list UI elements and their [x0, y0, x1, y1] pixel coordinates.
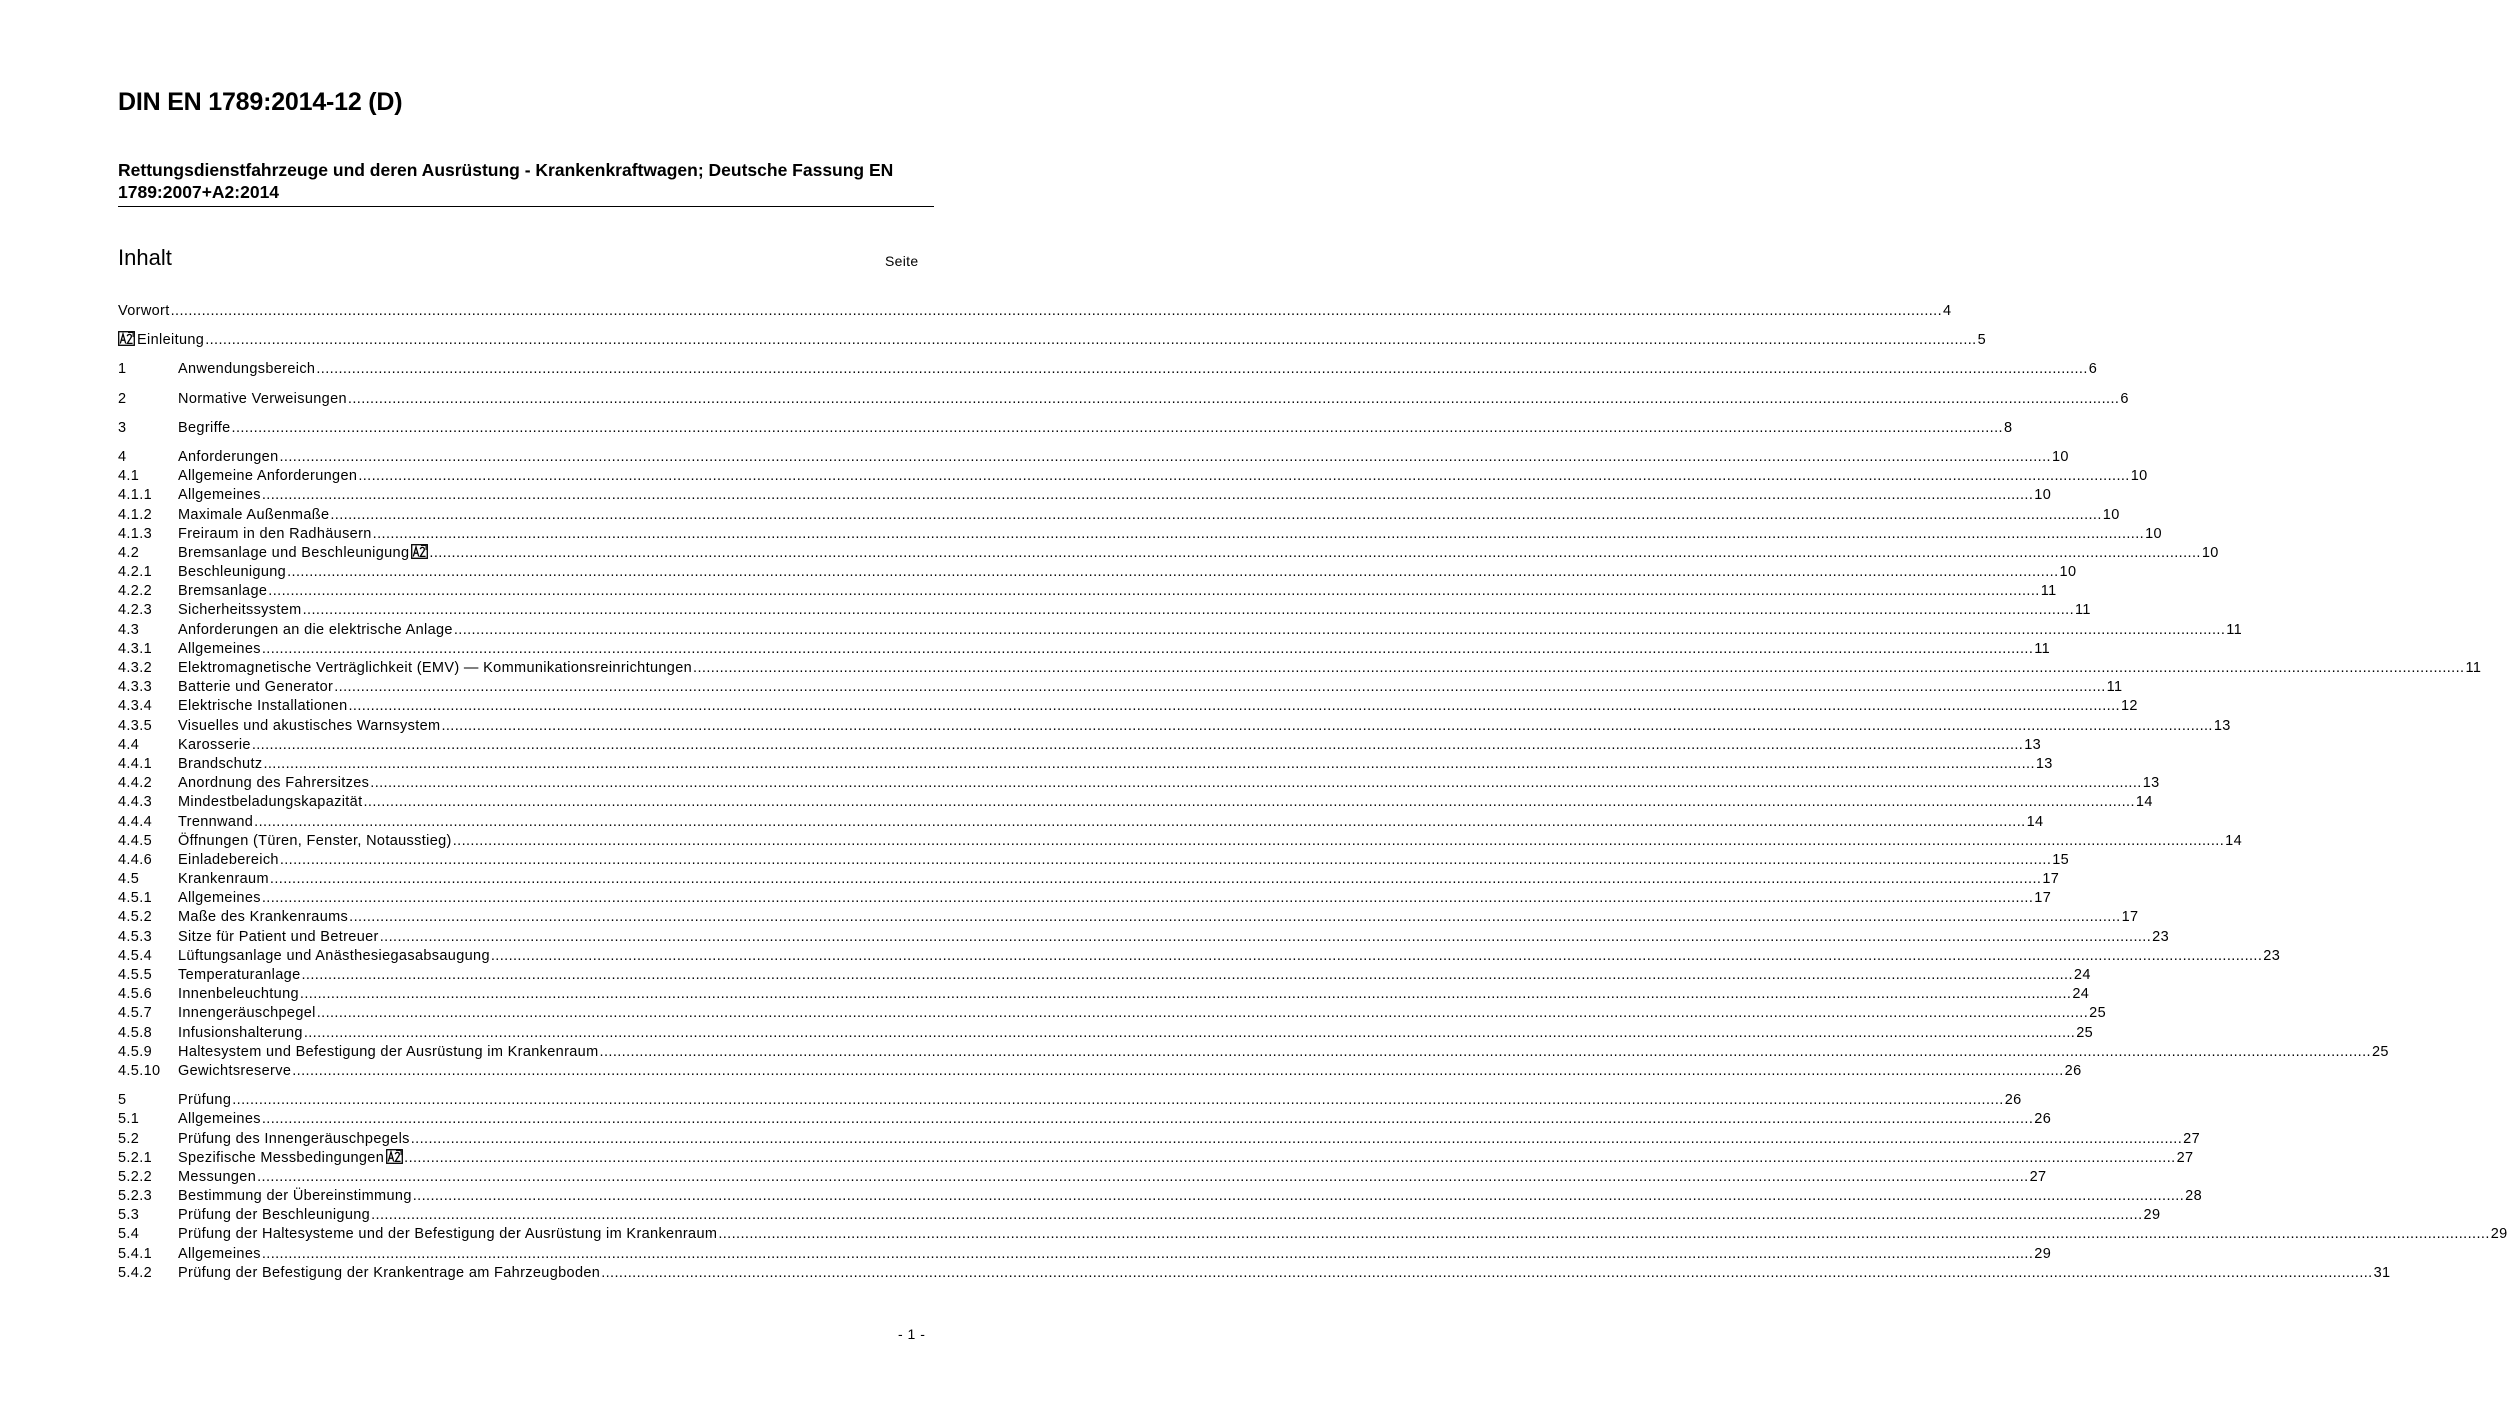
toc-entry-title: [178, 697, 348, 716]
toc-entry-number: 4.4.5: [118, 832, 152, 849]
toc-entry-page: 29: [2490, 1226, 2508, 1243]
toc-entry-page: 11: [2465, 660, 2482, 676]
toc-entry-title-text: Einladebereich: [178, 851, 279, 868]
dot-leader: ................................................................................................................................................................................................................................................................................................................................................................................................................: [718, 1226, 2490, 1243]
dot-leader: ................................................................................................................................................................................................................................................................................................................................................................................................................: [370, 775, 2142, 792]
toc-entry-page: 13: [2035, 755, 2053, 772]
dot-leader: ................................................................................................................................................................................................................................................................................................................................................................................................................: [287, 564, 2059, 581]
toc-entry[interactable]: [118, 302, 1952, 321]
toc-entry-number: 4.5.6: [118, 986, 152, 1003]
dot-leader: ................................................................................................................................................................................................................................................................................................................................................................................................................: [358, 468, 2130, 485]
toc-page-column-label: Seite: [885, 253, 919, 269]
toc-entry[interactable]: [118, 640, 2051, 659]
document-subtitle: Rettungsdienstfahrzeuge und deren Ausrüstung - Krankenkraftwagen; Deutsche Fassung EN 1789:2007+A2:2014: [118, 160, 894, 202]
toc-entry[interactable]: [118, 985, 2090, 1004]
toc-entry[interactable]: [118, 1187, 2203, 1206]
toc-entry-title: [178, 448, 279, 467]
dot-leader: ................................................................................................................................................................................................................................................................................................................................................................................................................: [316, 361, 2088, 378]
table-of-contents: [118, 302, 2508, 1283]
toc-entry-page: 17: [2121, 909, 2139, 926]
amendment-a2-end-icon: [411, 544, 428, 559]
toc-entry[interactable]: [118, 544, 2219, 563]
toc-entry-title: [178, 1130, 410, 1149]
toc-entry-page: 14: [2135, 794, 2153, 811]
toc-entry-title: [178, 1206, 370, 1225]
toc-entry-title: [178, 544, 428, 563]
toc-entry[interactable]: [118, 1043, 2389, 1062]
toc-entry-page: 10: [2102, 506, 2120, 523]
toc-entry-title-text: Maximale Außenmaße: [178, 506, 330, 523]
toc-entry-number: 5: [118, 1092, 127, 1109]
toc-entry-title-text: Prüfung der Befestigung der Krankentrage am Fahrzeugboden: [178, 1264, 601, 1281]
toc-entry-page: 11: [2040, 583, 2057, 600]
dot-leader: ................................................................................................................................................................................................................................................................................................................................................................................................................: [601, 1264, 2373, 1281]
toc-entry-title-text: Anordnung des Fahrersitzes: [178, 775, 370, 792]
toc-entry-title: [178, 1225, 717, 1244]
toc-entry-title-text: Bestimmung der Übereinstimmung: [178, 1188, 412, 1205]
toc-entry-number: 3: [118, 419, 127, 436]
toc-entry-title: [178, 390, 347, 409]
dot-leader: ................................................................................................................................................................................................................................................................................................................................................................................................................: [170, 303, 1943, 319]
toc-entry-page: 24: [2072, 986, 2090, 1003]
toc-entry-page: 29: [2034, 1245, 2052, 1262]
toc-entry-title: [118, 302, 170, 321]
toc-entry-title: [178, 525, 372, 544]
toc-entry-title-text: Allgemeines: [178, 640, 261, 657]
toc-entry-page: 10: [2201, 544, 2219, 561]
toc-entry-number: 4.5.10: [118, 1062, 161, 1079]
toc-entry-number: 4.4.4: [118, 813, 152, 830]
toc-entry-number: 4.5.5: [118, 967, 152, 983]
toc-entry-title-text: Innengeräuschpegel: [178, 1005, 316, 1022]
toc-entry-title: [178, 1043, 599, 1062]
toc-entry-title: [178, 774, 369, 793]
toc-entry-title: [178, 419, 231, 438]
toc-entry-title-text: Trennwand: [178, 813, 254, 830]
toc-entry-title-text: Prüfung des Innengeräuschpegels: [178, 1130, 410, 1147]
toc-entry-title-text: Messungen: [178, 1168, 257, 1185]
toc-entry-page: 27: [2029, 1168, 2047, 1185]
dot-leader: ................................................................................................................................................................................................................................................................................................................................................................................................................: [316, 1005, 2089, 1022]
dot-leader: ................................................................................................................................................................................................................................................................................................................................................................................................................: [292, 1062, 2064, 1079]
toc-entry[interactable]: [118, 525, 2162, 544]
dot-leader: ................................................................................................................................................................................................................................................................................................................................................................................................................: [334, 679, 2106, 696]
toc-entry[interactable]: [118, 966, 2091, 985]
toc-entry-number: 5.4: [118, 1226, 140, 1243]
dot-leader: ................................................................................................................................................................................................................................................................................................................................................................................................................: [347, 390, 2120, 407]
toc-entry-page: 23: [2152, 928, 2170, 945]
toc-entry-title-text: Sicherheitssystem: [178, 602, 302, 619]
toc-entry-page: 31: [2373, 1264, 2391, 1281]
toc-entry-page: 28: [2185, 1188, 2203, 1205]
toc-entry-title-text: Allgemeines: [178, 890, 261, 907]
toc-entry[interactable]: [118, 928, 2170, 947]
toc-entry-page: 24: [2073, 967, 2091, 983]
toc-entry-number: 5.1: [118, 1111, 140, 1128]
toc-entry-number: 5.4.2: [118, 1264, 152, 1281]
toc-entry-page: 15: [2052, 851, 2070, 868]
dot-leader: ................................................................................................................................................................................................................................................................................................................................................................................................................: [268, 583, 2040, 600]
dot-leader: ................................................................................................................................................................................................................................................................................................................................................................................................................: [261, 1111, 2034, 1128]
dot-leader: ................................................................................................................................................................................................................................................................................................................................................................................................................: [490, 947, 2263, 964]
toc-entry-page: 10: [2034, 487, 2052, 504]
toc-entry-title-text: Allgemeines: [178, 487, 261, 504]
document-id: DIN EN 1789:2014-12 (D): [118, 88, 403, 116]
toc-entry-title-text: Vorwort: [118, 303, 170, 319]
dot-leader: ................................................................................................................................................................................................................................................................................................................................................................................................................: [303, 1024, 2076, 1041]
toc-entry-page: 25: [2371, 1043, 2389, 1060]
toc-entry-title-text: Temperaturanlage: [178, 967, 301, 983]
toc-entry-number: 4.1: [118, 468, 140, 485]
toc-entry-number: 4.1.1: [118, 487, 152, 504]
dot-leader: ................................................................................................................................................................................................................................................................................................................................................................................................................: [279, 448, 2051, 465]
toc-entry-page: 10: [2130, 468, 2148, 485]
toc-entry-title: [178, 582, 267, 601]
toc-entry[interactable]: [118, 390, 2129, 409]
toc-entry-title: [178, 870, 269, 889]
toc-entry-page: 5: [1977, 332, 1987, 349]
dot-leader: ................................................................................................................................................................................................................................................................................................................................................................................................................: [410, 1130, 2183, 1147]
dot-leader: ................................................................................................................................................................................................................................................................................................................................................................................................................: [349, 909, 2121, 926]
toc-entry[interactable]: [118, 1264, 2391, 1283]
toc-entry-title-text: Anwendungsbereich: [178, 361, 316, 378]
toc-entry-page: 11: [2106, 679, 2123, 696]
toc-entry[interactable]: [118, 697, 2138, 716]
toc-entry-number: 4.1.2: [118, 506, 152, 523]
toc-entry-number: 4.2.1: [118, 564, 152, 581]
toc-entry-title-text: Infusionshalterung: [178, 1024, 303, 1041]
toc-entry-title: [178, 985, 299, 1004]
toc-entry[interactable]: [118, 736, 2042, 755]
toc-entry-title-text: Anforderungen: [178, 448, 279, 465]
toc-entry-title-text: Elektromagnetische Verträglichkeit (EMV) — Kommunikationsreinrichtungen: [178, 660, 693, 676]
toc-entry[interactable]: [118, 1225, 2508, 1244]
toc-entry-page: 26: [2034, 1111, 2052, 1128]
toc-entry-page: 13: [2024, 736, 2042, 753]
toc-entry[interactable]: [118, 774, 2160, 793]
dot-leader: ................................................................................................................................................................................................................................................................................................................................................................................................................: [261, 640, 2034, 657]
toc-entry-title: [178, 1264, 600, 1283]
toc-entry-title: [178, 736, 251, 755]
toc-entry-page: 14: [2026, 813, 2044, 830]
toc-entry-title: [178, 360, 315, 379]
toc-entry-page: 6: [2120, 390, 2129, 407]
toc-entry-number: 2: [118, 390, 127, 407]
toc-entry[interactable]: [118, 1206, 2161, 1225]
toc-entry-number: 5.2.1: [118, 1149, 152, 1166]
toc-entry-number: 4.5.1: [118, 890, 152, 907]
toc-entry-number: 4.5.9: [118, 1043, 152, 1060]
dot-leader: ................................................................................................................................................................................................................................................................................................................................................................................................................: [299, 986, 2072, 1003]
toc-entry-title-text: Prüfung der Haltesysteme und der Befestigung der Ausrüstung im Krankenraum: [178, 1226, 718, 1243]
toc-entry[interactable]: [118, 947, 2281, 966]
toc-entry-title: [178, 1245, 261, 1264]
toc-entry-number: 4.5.4: [118, 947, 152, 964]
toc-entry[interactable]: [118, 678, 2123, 697]
toc-entry-title: [178, 659, 692, 678]
toc-entry[interactable]: [118, 621, 2243, 640]
toc-entry-number: 4.2.2: [118, 583, 152, 600]
toc-entry[interactable]: [118, 563, 2077, 582]
toc-entry[interactable]: [118, 793, 2153, 812]
toc-entry-title: [178, 1062, 291, 1081]
toc-entry-number: 4.4.6: [118, 851, 152, 868]
toc-entry-number: 5.2.3: [118, 1188, 152, 1205]
toc-entry-title-text: Spezifische Messbedingungen: [178, 1149, 385, 1166]
toc-entry[interactable]: [118, 1168, 2047, 1187]
toc-entry[interactable]: [118, 755, 2053, 774]
dot-leader: ................................................................................................................................................................................................................................................................................................................................................................................................................: [302, 602, 2075, 619]
toc-entry[interactable]: [118, 486, 2052, 505]
toc-entry[interactable]: [118, 1091, 2022, 1110]
toc-entry-title: [178, 851, 279, 870]
toc-entry-title-text: Prüfung der Beschleunigung: [178, 1207, 371, 1224]
dot-leader: ................................................................................................................................................................................................................................................................................................................................................................................................................: [453, 621, 2226, 638]
toc-entry-page: 6: [2088, 361, 2098, 378]
toc-entry-title-text: Krankenraum: [178, 871, 269, 888]
dot-leader: ................................................................................................................................................................................................................................................................................................................................................................................................................: [429, 544, 2201, 561]
toc-entry-title: [178, 1024, 303, 1043]
dot-leader: ................................................................................................................................................................................................................................................................................................................................................................................................................: [363, 794, 2135, 811]
toc-entry[interactable]: [118, 1024, 2094, 1043]
toc-entry[interactable]: [118, 1149, 2194, 1168]
dot-leader: ................................................................................................................................................................................................................................................................................................................................................................................................................: [251, 736, 2024, 753]
toc-entry-page: 8: [2003, 419, 2013, 436]
toc-entry-title-text: Maße des Krankenraums: [178, 909, 349, 926]
dot-leader: ................................................................................................................................................................................................................................................................................................................................................................................................................: [371, 1207, 2143, 1224]
toc-entry-title: [178, 1149, 403, 1168]
dot-leader: ................................................................................................................................................................................................................................................................................................................................................................................................................: [404, 1149, 2176, 1166]
dot-leader: ................................................................................................................................................................................................................................................................................................................................................................................................................: [269, 871, 2042, 888]
toc-entry-number: 4.3.3: [118, 679, 152, 696]
toc-entry-number: 4.5.8: [118, 1024, 152, 1041]
toc-entry[interactable]: [118, 870, 2060, 889]
toc-entry-number: 4.4.1: [118, 755, 152, 772]
toc-entry-page: 13: [2213, 717, 2231, 734]
toc-entry-title: [178, 793, 362, 812]
toc-entry-title-text: Allgemeine Anforderungen: [178, 468, 358, 485]
toc-entry-title: [178, 1110, 261, 1129]
toc-entry-number: 4.2: [118, 544, 140, 561]
dot-leader: ................................................................................................................................................................................................................................................................................................................................................................................................................: [279, 851, 2052, 868]
toc-entry-page: 10: [2145, 525, 2162, 542]
toc-entry[interactable]: [118, 659, 2482, 678]
dot-leader: ................................................................................................................................................................................................................................................................................................................................................................................................................: [263, 755, 2035, 772]
dot-leader: ................................................................................................................................................................................................................................................................................................................................................................................................................: [452, 832, 2225, 849]
toc-entry-page: 11: [2034, 640, 2051, 657]
toc-entry-number: 4.5: [118, 871, 140, 888]
toc-entry-page: 17: [2034, 890, 2052, 907]
toc-entry-title: [178, 678, 333, 697]
toc-entry-title: [118, 331, 204, 350]
toc-entry[interactable]: [118, 448, 2069, 467]
toc-entry-title: [178, 889, 261, 908]
dot-leader: ................................................................................................................................................................................................................................................................................................................................................................................................................: [372, 525, 2145, 542]
toc-entry-number: 4.3.1: [118, 640, 152, 657]
toc-entry-title-text: Bremsanlage: [178, 583, 268, 600]
toc-entry[interactable]: [118, 582, 2057, 601]
toc-entry-title-text: Haltesystem und Befestigung der Ausrüstung im Krankenraum: [178, 1043, 599, 1060]
toc-entry-title: [178, 717, 440, 736]
toc-entry-title: [178, 1187, 412, 1206]
toc-entry-title: [178, 486, 261, 505]
toc-entry-title-text: Lüftungsanlage und Anästhesiegasabsaugung: [178, 947, 490, 964]
toc-entry-page: 13: [2142, 775, 2160, 792]
toc-entry-title: [178, 563, 286, 582]
toc-entry-page: 26: [2064, 1062, 2082, 1079]
toc-entry[interactable]: [118, 1004, 2106, 1023]
toc-entry-number: 4.1.3: [118, 525, 152, 542]
toc-entry[interactable]: [118, 1110, 2052, 1129]
dot-leader: ................................................................................................................................................................................................................................................................................................................................................................................................................: [254, 813, 2026, 830]
toc-entry-title-text: Mindestbeladungskapazität: [178, 794, 363, 811]
toc-entry-title-text: Innenbeleuchtung: [178, 986, 299, 1003]
dot-leader: ................................................................................................................................................................................................................................................................................................................................................................................................................: [330, 506, 2102, 523]
dot-leader: ................................................................................................................................................................................................................................................................................................................................................................................................................: [379, 928, 2152, 945]
dot-leader: ................................................................................................................................................................................................................................................................................................................................................................................................................: [301, 967, 2073, 983]
toc-entry-number: 4: [118, 448, 127, 465]
toc-entry-number: 4.3.2: [118, 660, 152, 676]
toc-entry-number: 4.3: [118, 621, 140, 638]
toc-heading: Inhalt: [118, 245, 172, 270]
toc-entry-page: 10: [2051, 448, 2069, 465]
dot-leader: ................................................................................................................................................................................................................................................................................................................................................................................................................: [261, 487, 2034, 504]
toc-entry[interactable]: [118, 813, 2044, 832]
toc-entry-title-text: Einleitung: [137, 332, 205, 349]
toc-entry-page: 4: [1943, 303, 1952, 319]
toc-entry-title: [178, 947, 490, 966]
toc-entry-title: [178, 755, 262, 774]
toc-entry-page: 25: [2089, 1005, 2106, 1022]
toc-entry-title-text: Sitze für Patient und Betreuer: [178, 928, 379, 945]
toc-entry-page: 29: [2143, 1207, 2161, 1224]
toc-entry[interactable]: [118, 889, 2052, 908]
toc-entry-page: 25: [2076, 1024, 2094, 1041]
toc-entry-title: [178, 1004, 316, 1023]
toc-entry-page: 11: [2226, 621, 2243, 638]
dot-leader: ................................................................................................................................................................................................................................................................................................................................................................................................................: [261, 890, 2034, 907]
toc-entry[interactable]: [118, 908, 2139, 927]
toc-entry[interactable]: [118, 467, 2148, 486]
toc-entry-title: [178, 908, 348, 927]
toc-entry-title-text: Begriffe: [178, 419, 231, 436]
toc-entry[interactable]: [118, 601, 2091, 620]
toc-entry-title-text: Bremsanlage und Beschleunigung: [178, 544, 410, 561]
toc-entry-title-text: Öffnungen (Türen, Fenster, Notausstieg): [178, 832, 452, 849]
toc-entry-title-text: Batterie und Generator: [178, 679, 334, 696]
toc-entry-title: [178, 1091, 231, 1110]
toc-entry-number: 4.5.3: [118, 928, 152, 945]
toc-entry-number: 5.3: [118, 1207, 140, 1224]
amendment-a2-end-icon: [386, 1149, 403, 1164]
toc-entry-title-text: Allgemeines: [178, 1111, 261, 1128]
toc-entry-title-text: Normative Verweisungen: [178, 390, 347, 407]
toc-entry-number: 4.2.3: [118, 602, 152, 619]
toc-entry-number: 4.4: [118, 736, 140, 753]
toc-entry-title-text: Allgemeines: [178, 1245, 261, 1262]
toc-entry-page: 26: [2004, 1092, 2022, 1109]
toc-entry[interactable]: [118, 360, 2098, 379]
amendment-a2-start-icon: [118, 331, 135, 346]
dot-leader: ................................................................................................................................................................................................................................................................................................................................................................................................................: [231, 419, 2003, 436]
toc-entry-number: 5.2: [118, 1130, 140, 1147]
toc-entry-number: 4.3.5: [118, 717, 152, 734]
dot-leader: ................................................................................................................................................................................................................................................................................................................................................................................................................: [441, 717, 2213, 734]
toc-entry[interactable]: [118, 419, 2013, 438]
toc-entry-page: 11: [2075, 602, 2091, 619]
dot-leader: ................................................................................................................................................................................................................................................................................................................................................................................................................: [257, 1168, 2029, 1185]
toc-entry[interactable]: [118, 506, 2120, 525]
toc-entry[interactable]: [118, 331, 1987, 350]
toc-entry-title-text: Karosserie: [178, 736, 251, 753]
toc-entry-page: 12: [2120, 698, 2138, 715]
toc-entry-page: 17: [2042, 871, 2060, 888]
toc-entry-title: [178, 928, 379, 947]
toc-entry-number: 5.2.2: [118, 1168, 152, 1185]
toc-entry-title-text: Brandschutz: [178, 755, 263, 772]
toc-entry-title: [178, 640, 261, 659]
toc-entry-number: 4.5.7: [118, 1005, 152, 1022]
toc-entry-title: [178, 966, 300, 985]
toc-entry-page: 27: [2176, 1149, 2194, 1166]
toc-entry[interactable]: [118, 1245, 2052, 1264]
dot-leader: ................................................................................................................................................................................................................................................................................................................................................................................................................: [205, 332, 1977, 349]
toc-entry-page: 27: [2183, 1130, 2201, 1147]
toc-entry[interactable]: [118, 1062, 2082, 1081]
toc-entry-title-text: Beschleunigung: [178, 564, 287, 581]
toc-entry[interactable]: [118, 1130, 2201, 1149]
toc-entry-page: 10: [2059, 564, 2077, 581]
toc-entry-title-text: Freiraum in den Radhäusern: [178, 525, 372, 542]
dot-leader: ................................................................................................................................................................................................................................................................................................................................................................................................................: [232, 1092, 2004, 1109]
toc-entry-number: 1: [118, 361, 127, 378]
toc-entry-title-text: Visuelles und akustisches Warnsystem: [178, 717, 441, 734]
toc-entry[interactable]: [118, 832, 2242, 851]
toc-entry-number: 4.4.3: [118, 794, 152, 811]
dot-leader: ................................................................................................................................................................................................................................................................................................................................................................................................................: [693, 660, 2465, 676]
toc-entry[interactable]: [118, 717, 2231, 736]
dot-leader: ................................................................................................................................................................................................................................................................................................................................................................................................................: [261, 1245, 2034, 1262]
toc-entry-title-text: Anforderungen an die elektrische Anlage: [178, 621, 453, 638]
toc-entry-title-text: Prüfung: [178, 1092, 232, 1109]
toc-entry-title: [178, 601, 302, 620]
dot-leader: ................................................................................................................................................................................................................................................................................................................................................................................................................: [348, 698, 2120, 715]
toc-entry-title: [178, 813, 253, 832]
toc-entry-page: 14: [2225, 832, 2242, 849]
toc-entry-title: [178, 1168, 256, 1187]
title-divider: [118, 206, 934, 207]
toc-entry[interactable]: [118, 851, 2070, 870]
toc-entry-title: [178, 506, 329, 525]
dot-leader: ................................................................................................................................................................................................................................................................................................................................................................................................................: [599, 1043, 2371, 1060]
toc-entry-title-text: Gewichtsreserve: [178, 1062, 292, 1079]
toc-entry-title-text: Elektrische Installationen: [178, 698, 348, 715]
toc-entry-number: 4.5.2: [118, 909, 152, 926]
dot-leader: ................................................................................................................................................................................................................................................................................................................................................................................................................: [412, 1188, 2185, 1205]
toc-entry-page: 23: [2263, 947, 2281, 964]
toc-entry-number: 4.4.2: [118, 775, 152, 792]
toc-entry-number: 4.3.4: [118, 698, 152, 715]
toc-entry-number: 5.4.1: [118, 1245, 152, 1262]
toc-entry-title: [178, 621, 453, 640]
page-number: - 1 -: [898, 1326, 926, 1342]
toc-entry-title: [178, 467, 357, 486]
toc-entry-title: [178, 832, 452, 851]
